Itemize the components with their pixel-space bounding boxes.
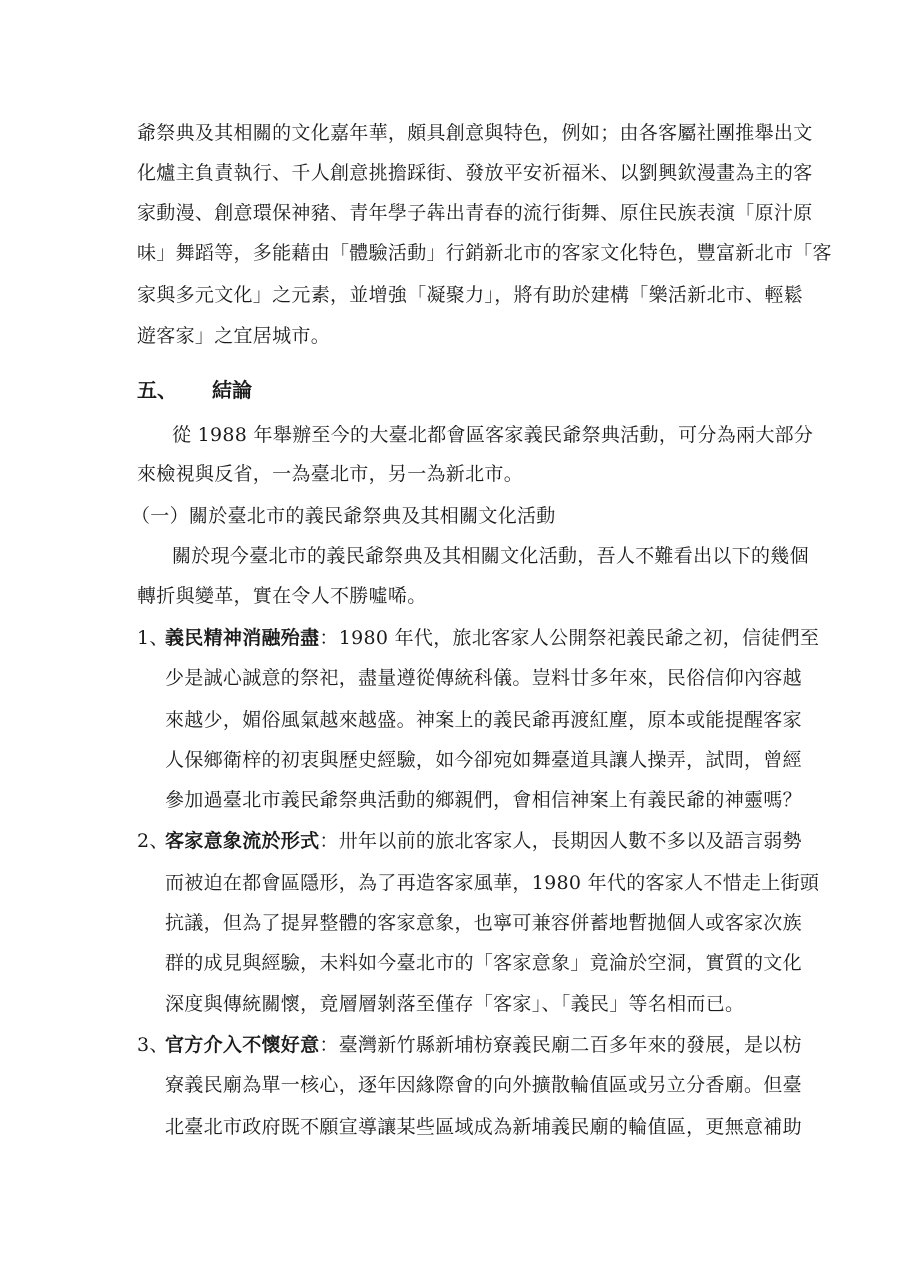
list-item-title: 官方介入不懷好意	[165, 1034, 320, 1056]
list-item-line: 群的成見與經驗，未料如今臺北市的「客家意象」竟淪於空洞，實質的文化	[165, 952, 802, 974]
list-item	[137, 626, 819, 650]
paragraph-line: 從 1988 年舉辦至今的大臺北都會區客家義民爺祭典活動，可分為兩大部分	[172, 424, 814, 446]
list-item-number: 3、	[137, 1034, 169, 1056]
section-title: 結論	[212, 378, 252, 402]
paragraph-line: 來檢視與反省，一為臺北市，另一為新北市。	[137, 463, 524, 485]
list-item-line: 少是誠心誠意的祭祀，盡量遵從傳統科儀。豈料廿多年來，民俗信仰內容越	[165, 667, 802, 689]
list-item-title: 客家意象流於形式	[165, 830, 320, 852]
paragraph-line: 家動漫、創意環保神豬、青年學子犇出青春的流行街舞、原住民族表演「原汁原	[137, 202, 813, 224]
list-item-text: ：臺灣新竹縣新埔枋寮義民廟二百多年來的發展，是以枋	[319, 1034, 802, 1056]
subsection-heading: （一）關於臺北市的義民爺祭典及其相關文化活動	[131, 505, 556, 527]
list-item-line: 而被迫在都會區隱形，為了再造客家風華，1980 年代的客家人不惜走上街頭	[165, 872, 820, 894]
list-item-line: 深度與傳統關懷，竟層層剝落至僅存「客家」、「義民」等名相而已。	[165, 993, 745, 1015]
paragraph-line: 轉折與變革，實在令人不勝噓唏。	[137, 585, 427, 607]
section-number: 五、	[137, 378, 177, 402]
list-item	[137, 829, 802, 853]
list-item-line: 抗議，但為了提昇整體的客家意象，也寧可兼容併蓄地暫拋個人或客家次族	[165, 912, 802, 934]
list-item-line: 參加過臺北市義民爺祭典活動的鄉親們，會相信神案上有義民爺的神靈嗎？	[165, 789, 802, 811]
list-item-text: ：1980 年代，旅北客家人公開祭祀義民爺之初，信徒們至	[319, 627, 820, 649]
paragraph-line: 化爐主負責執行、千人創意挑擔踩街、發放平安祈福米、以劉興欽漫畫為主的客	[137, 162, 813, 184]
paragraph-line: 關於現今臺北市的義民爺祭典及其相關文化活動，吾人不難看出以下的幾個	[172, 545, 809, 567]
list-item-text: ：卅年以前的旅北客家人，長期因人數不多以及語言弱勢	[319, 830, 802, 852]
list-item-line: 北臺北市政府既不願宣導讓某些區域成為新埔義民廟的輪值區，更無意補助	[165, 1116, 802, 1138]
paragraph-line: 味」舞蹈等，多能藉由「體驗活動」行銷新北市的客家文化特色，豐富新北市「客	[137, 242, 832, 264]
list-item-line: 人保鄉衛梓的初衷與歷史經驗，如今卻宛如舞臺道具讓人操弄，試問，曾經	[165, 749, 802, 771]
list-item-number: 2、	[137, 830, 169, 852]
paragraph-line: 家與多元文化」之元素，並增強「凝聚力」，將有助於建構「樂活新北市、輕鬆	[137, 284, 804, 306]
section-heading	[137, 374, 252, 403]
list-item-line: 來越少，媚俗風氣越來越盛。神案上的義民爺再渡紅塵，原本或能提醒客家	[165, 709, 802, 731]
paragraph-line: 遊客家」之宜居城市。	[137, 325, 331, 347]
list-item	[137, 1033, 802, 1057]
list-item-title: 義民精神消融殆盡	[165, 627, 320, 649]
paragraph-line: 爺祭典及其相關的文化嘉年華，頗具創意與特色，例如；由各客屬社團推舉出文	[137, 122, 813, 144]
list-item-line: 寮義民廟為單一核心，逐年因緣際會的向外擴散輪值區或另立分香廟。但臺	[165, 1074, 802, 1096]
list-item-number: 1、	[137, 627, 169, 649]
